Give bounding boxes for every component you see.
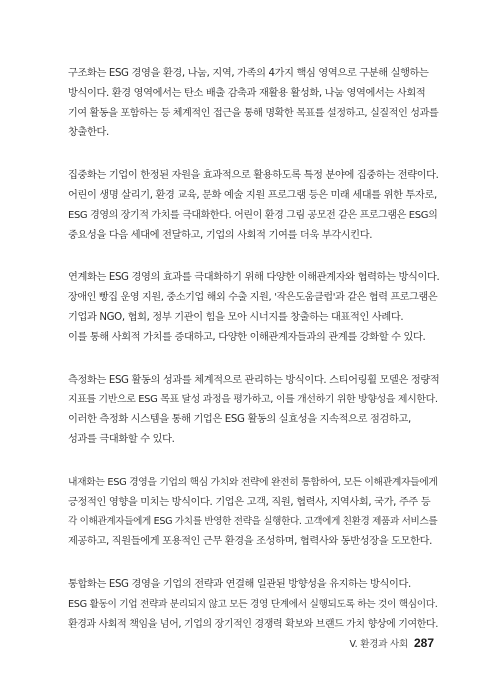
text-line: 지표를 기반으로 ESG 목표 달성 과정을 평가하고, 이를 개선하기 위한 방향성을 제시한다. — [68, 394, 438, 406]
paragraph-measuring — [68, 371, 440, 450]
text-line: 측정화는 ESG 활동의 성과를 체계적으로 관리하는 방식이다. 스티어링휠 모델은 정량적 — [68, 374, 440, 386]
text-line: 구조화는 ESG 경영을 환경, 나눔, 지역, 가족의 4가지 핵심 영역으로 구분해 실행하는 — [68, 68, 429, 79]
text-line: 집중화는 기업이 한정된 자원을 효과적으로 활용하도록 특정 분야에 집중하는 전략이다. — [68, 170, 439, 182]
text-line: 각 이해관계자들에게 ESG 가치를 반영한 전략을 실행한다. 고객에게 친환경 제품과 서비스를 — [68, 516, 438, 528]
text-line: 연계화는 ESG 경영의 효과를 극대화하기 위해 다양한 이해관계자와 협력하는 방식이다. — [68, 272, 440, 284]
text-line: 중요성을 다음 세대에 전달하고, 기업의 사회적 기여를 더욱 부각시킨다. — [68, 229, 373, 241]
paragraph-integrating — [68, 575, 440, 634]
section-label: V. 환경과 사회 — [349, 639, 408, 650]
text-line: 긍정적인 영향을 미치는 방식이다. 기업은 고객, 직원, 협력사, 지역사회, 국가, 주주 등 — [68, 496, 431, 508]
text-line: 방식이다. 환경 영역에서는 탄소 배출 감축과 재활용 활성화, 나눔 영역에서는 사회적 — [68, 87, 426, 99]
page-footer — [350, 636, 434, 650]
paragraph-structuring — [68, 64, 440, 143]
paragraph-linking — [68, 268, 440, 347]
paragraph-focusing — [68, 166, 440, 245]
text-line: 기여 활동을 포함하는 등 체계적인 접근을 통해 명확한 목표를 설정하고, 실질적인 성과를 — [68, 107, 439, 119]
text-line: ESG 경영의 장기적 가치를 극대화한다. 어린이 환경 그림 공모전 같은 프로그램은 ESG의 — [68, 209, 438, 221]
text-line: 이를 통해 사회적 가치를 증대하고, 다양한 이해관계자들과의 관계를 강화할 수 있다. — [68, 331, 426, 343]
text-line: ESG 활동이 기업 전략과 분리되지 않고 모든 경영 단계에서 실행되도록 하는 것이 핵심이다. — [68, 598, 438, 610]
text-line: 장애인 빵집 운영 지원, 중소기업 해외 수출 지원, '작은도움클럽'과 같은 협력 프로그램은 — [68, 292, 438, 304]
text-line: 통합화는 ESG 경영을 기업의 전략과 연결해 일관된 방향성을 유지하는 방식이다. — [68, 578, 411, 590]
text-line: 내재화는 ESG 경영을 기업의 핵심 가치와 전략에 완전히 통합하여, 모든 이해관계자들에게 — [68, 476, 438, 488]
text-line: 환경과 사회적 책임을 넘어, 기업의 장기적인 경쟁력 확보와 브랜드 가치 향상에 기여한다. — [68, 618, 439, 630]
text-line: 어린이 생명 살리기, 환경 교육, 문화 예술 지원 프로그램 등은 미래 세대를 위한 투자로, — [68, 189, 437, 201]
paragraph-internalizing — [68, 473, 440, 552]
body-text — [68, 64, 440, 657]
text-line: 이러한 측정화 시스템을 통해 기업은 ESG 활동의 실효성을 지속적으로 점검하고, — [68, 414, 411, 426]
page-number: 287 — [413, 636, 434, 650]
text-line: 기업과 NGO, 협회, 정부 기관이 힘을 모아 시너지를 창출하는 대표적인 사례다. — [68, 311, 404, 323]
text-line: 창출한다. — [68, 127, 109, 139]
text-line: 제공하고, 직원들에게 포용적인 근무 환경을 조성하며, 협력사와 동반성장을 도모한다. — [68, 536, 432, 548]
text-line: 성과를 극대화할 수 있다. — [68, 433, 175, 445]
